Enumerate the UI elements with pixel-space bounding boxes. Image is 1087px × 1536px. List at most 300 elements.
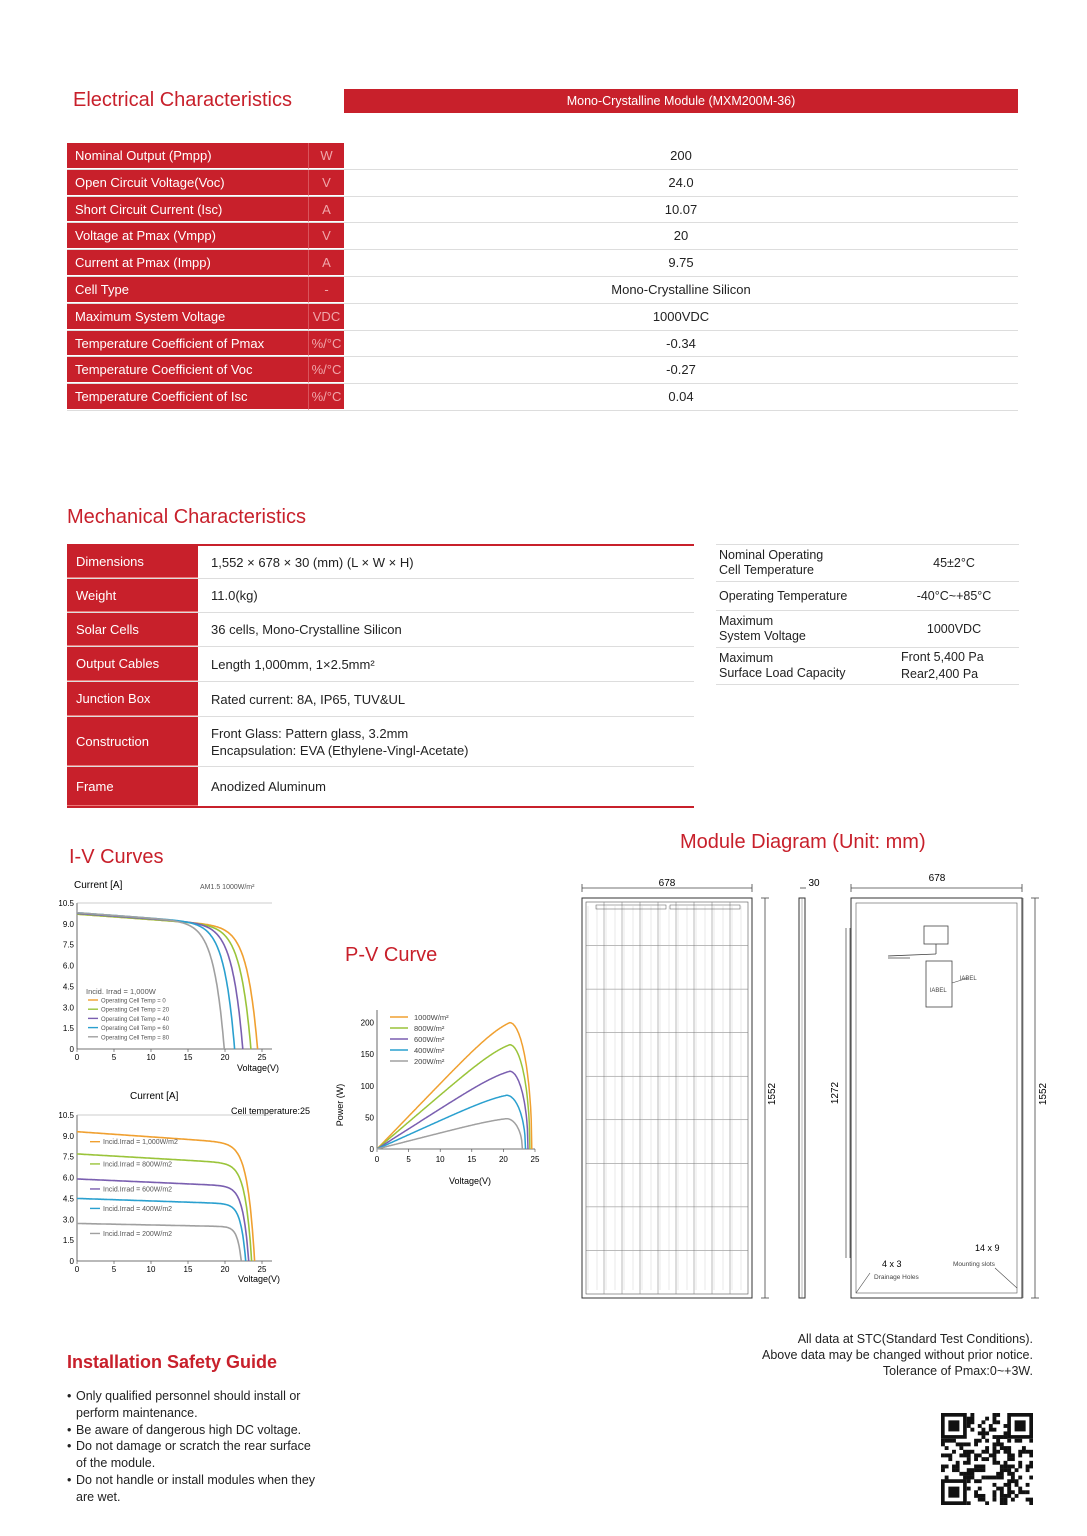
x-tick-label: 0 bbox=[74, 1265, 80, 1274]
row-unit: A bbox=[308, 250, 344, 276]
qr-module bbox=[993, 1490, 997, 1494]
qr-module bbox=[993, 1446, 997, 1450]
row-unit: - bbox=[308, 277, 344, 303]
qr-module bbox=[1004, 1431, 1008, 1435]
qr-module bbox=[941, 1468, 945, 1472]
row-label: Current at Pmax (Impp) bbox=[67, 250, 308, 276]
qr-module bbox=[967, 1442, 971, 1446]
mechanical-table bbox=[67, 544, 694, 808]
drainage-label: Drainage Holes bbox=[874, 1274, 919, 1281]
legend-label: 600W/m² bbox=[414, 1035, 445, 1044]
iv1-legend-title: Incid. Irrad = 1,000W bbox=[86, 987, 156, 996]
electrical-row bbox=[67, 357, 1018, 384]
iv-title: I-V Curves bbox=[69, 846, 164, 868]
y-tick-label: 6.0 bbox=[62, 961, 74, 971]
pv-legend bbox=[390, 1013, 449, 1066]
qr-module bbox=[959, 1446, 963, 1450]
guide-text: Do not handle or install modules when they bbox=[76, 1472, 316, 1487]
row-label: Open Circuit Voltage(Voc) bbox=[67, 170, 308, 196]
row-label: Cell Type bbox=[67, 277, 308, 303]
electrical-row bbox=[67, 250, 1018, 277]
qr-module bbox=[967, 1461, 971, 1465]
pv-chart bbox=[330, 1005, 550, 1190]
side-key bbox=[716, 651, 889, 681]
qr-module bbox=[963, 1461, 967, 1465]
x-tick-label: 10 bbox=[435, 1155, 445, 1164]
legend-label: Incid.Irrad = 1,000W/m2 bbox=[103, 1139, 178, 1147]
side-row bbox=[716, 610, 1019, 647]
qr-module bbox=[978, 1487, 982, 1491]
row-label: Frame bbox=[67, 767, 198, 806]
qr-module bbox=[948, 1457, 952, 1461]
qr-module bbox=[993, 1428, 997, 1432]
electrical-row bbox=[67, 384, 1018, 411]
qr-module bbox=[1011, 1453, 1015, 1457]
qr-module bbox=[1007, 1490, 1011, 1494]
iv2-xticks bbox=[75, 1261, 267, 1274]
x-tick-label: 25 bbox=[530, 1155, 540, 1164]
electrical-table bbox=[67, 143, 1018, 411]
qr-module bbox=[967, 1424, 971, 1428]
qr-module bbox=[1026, 1483, 1030, 1487]
qr-module bbox=[1026, 1465, 1030, 1469]
pv-curve-line bbox=[377, 1119, 522, 1149]
legend-label: Operating Cell Temp = 0 bbox=[101, 998, 166, 1005]
x-tick-label: 0 bbox=[74, 1053, 80, 1062]
qr-module bbox=[1004, 1450, 1008, 1454]
side-value bbox=[889, 588, 1019, 605]
qr-module bbox=[1018, 1490, 1022, 1494]
qr-module bbox=[1000, 1472, 1004, 1476]
iv2-legend bbox=[90, 1139, 178, 1238]
qr-module bbox=[952, 1439, 956, 1443]
mechanical-row bbox=[67, 767, 694, 806]
qr-module bbox=[941, 1465, 945, 1469]
qr-module bbox=[1007, 1453, 1011, 1457]
pv-curve-line bbox=[377, 1095, 526, 1149]
qr-module bbox=[981, 1431, 985, 1435]
qr-module bbox=[996, 1439, 1000, 1443]
iv2-lines bbox=[77, 1132, 255, 1261]
x-tick-label: 10 bbox=[146, 1265, 156, 1274]
qr-module bbox=[967, 1468, 971, 1472]
legend-label: Operating Cell Temp = 80 bbox=[101, 1035, 170, 1042]
qr-module bbox=[981, 1428, 985, 1432]
row-unit: VDC bbox=[308, 304, 344, 330]
x-tick-label: 5 bbox=[111, 1053, 117, 1062]
qr-module bbox=[1018, 1453, 1022, 1457]
qr-module bbox=[1004, 1468, 1008, 1472]
qr-module bbox=[996, 1435, 1000, 1439]
y-tick-label: 10.5 bbox=[58, 1111, 74, 1120]
qr-module bbox=[1029, 1498, 1033, 1502]
side-key bbox=[716, 614, 889, 644]
row-value bbox=[198, 682, 694, 716]
qr-module bbox=[967, 1476, 971, 1480]
electrical-row bbox=[67, 223, 1018, 250]
qr-module bbox=[981, 1457, 985, 1461]
iv2-note: Cell temperature:25 bbox=[231, 1106, 311, 1116]
qr-module bbox=[1007, 1457, 1011, 1461]
row-value: 10.07 bbox=[344, 197, 1018, 223]
qr-module bbox=[963, 1476, 967, 1480]
y-tick-label: 9.0 bbox=[62, 1131, 74, 1141]
y-tick-label: 0 bbox=[69, 1045, 74, 1054]
qr-module bbox=[996, 1413, 1000, 1417]
row-value: 200 bbox=[344, 143, 1018, 169]
qr-module bbox=[1004, 1483, 1008, 1487]
row-unit: V bbox=[308, 223, 344, 249]
y-tick-label: 7.5 bbox=[62, 1152, 74, 1162]
x-tick-label: 20 bbox=[498, 1155, 508, 1164]
qr-module bbox=[993, 1420, 997, 1424]
qr-module bbox=[1000, 1487, 1004, 1491]
qr-module bbox=[1000, 1442, 1004, 1446]
qr-module bbox=[978, 1453, 982, 1457]
qr-module bbox=[974, 1453, 978, 1457]
row-value-line: Front Glass: Pattern glass, 3.2mm bbox=[211, 725, 409, 741]
bullet-icon: • bbox=[67, 1422, 72, 1437]
qr-module bbox=[985, 1501, 989, 1505]
qr-module bbox=[981, 1435, 985, 1439]
row-label: Voltage at Pmax (Vmpp) bbox=[67, 223, 308, 249]
qr-module bbox=[1015, 1483, 1019, 1487]
qr-module bbox=[993, 1476, 997, 1480]
mechanical-row bbox=[67, 647, 694, 682]
y-tick-label: 0 bbox=[69, 1257, 74, 1266]
qr-module bbox=[1018, 1450, 1022, 1454]
qr-module bbox=[956, 1461, 960, 1465]
qr-module bbox=[993, 1498, 997, 1502]
row-label: Weight bbox=[67, 579, 198, 612]
qr-module bbox=[1015, 1494, 1019, 1498]
row-unit: W bbox=[308, 143, 344, 169]
note-line: Above data may be changed without prior notice. bbox=[761, 1348, 1033, 1362]
mechanical-title: Mechanical Characteristics bbox=[67, 506, 306, 528]
iv2-xlabel: Voltage(V) bbox=[238, 1274, 281, 1284]
qr-module bbox=[989, 1424, 993, 1428]
row-value-line: Encapsulation: EVA (Ethylene-Vingl-Acetate) bbox=[211, 742, 469, 758]
qr-module bbox=[981, 1468, 985, 1472]
qr-module bbox=[989, 1428, 993, 1432]
qr-module bbox=[978, 1424, 982, 1428]
qr-module bbox=[1011, 1490, 1015, 1494]
side-key bbox=[716, 589, 889, 604]
qr-module bbox=[996, 1442, 1000, 1446]
x-tick-label: 25 bbox=[257, 1053, 267, 1062]
row-unit: %/°C bbox=[308, 331, 344, 357]
qr-module bbox=[978, 1439, 982, 1443]
qr-module bbox=[1018, 1476, 1022, 1480]
qr-module bbox=[985, 1450, 989, 1454]
legend-label: Incid.Irrad = 800W/m2 bbox=[103, 1161, 173, 1169]
qr-module bbox=[1007, 1450, 1011, 1454]
row-value-line: 1,552 × 678 × 30 (mm) (L × W × H) bbox=[211, 554, 414, 570]
row-value: 20 bbox=[344, 223, 1018, 249]
label-small: lABEL bbox=[960, 976, 977, 982]
row-label: Junction Box bbox=[67, 682, 198, 716]
qr-module bbox=[967, 1453, 971, 1457]
qr-module bbox=[1000, 1476, 1004, 1480]
qr-module bbox=[959, 1472, 963, 1476]
side-key-line: Surface Load Capacity bbox=[719, 666, 846, 680]
qr-module bbox=[967, 1450, 971, 1454]
pv-xticks bbox=[375, 1149, 540, 1164]
qr-module bbox=[1000, 1494, 1004, 1498]
guide-text: Do not damage or scratch the rear surface bbox=[76, 1439, 311, 1454]
side-key-line: System Voltage bbox=[719, 629, 806, 643]
notes bbox=[762, 1331, 1033, 1379]
y-tick-label: 100 bbox=[360, 1081, 374, 1091]
guide-line bbox=[67, 1422, 315, 1439]
qr-module bbox=[967, 1420, 971, 1424]
qr-module bbox=[956, 1468, 960, 1472]
qr-module bbox=[993, 1413, 997, 1417]
qr-code bbox=[941, 1413, 1033, 1505]
guide-line bbox=[67, 1455, 315, 1472]
y-tick-label: 3.0 bbox=[62, 1215, 74, 1225]
qr-module bbox=[967, 1457, 971, 1461]
electrical-row bbox=[67, 143, 1018, 170]
row-value-line: Anodized Aluminum bbox=[211, 779, 326, 794]
qr-module bbox=[956, 1442, 960, 1446]
qr-module bbox=[1011, 1476, 1015, 1480]
front-cell-grid bbox=[586, 902, 748, 1294]
iv-curve-line bbox=[77, 1224, 241, 1262]
legend-label: Incid.Irrad = 400W/m2 bbox=[103, 1205, 173, 1213]
x-tick-label: 15 bbox=[183, 1053, 193, 1062]
qr-module bbox=[967, 1501, 971, 1505]
qr-module bbox=[981, 1420, 985, 1424]
y-tick-label: 1.5 bbox=[62, 1236, 74, 1246]
guide-line bbox=[67, 1489, 315, 1506]
qr-module bbox=[1004, 1501, 1008, 1505]
qr-module bbox=[1000, 1490, 1004, 1494]
row-label: Temperature Coefficient of Voc bbox=[67, 357, 308, 383]
side-height-label: 1272 bbox=[830, 1081, 841, 1105]
qr-module bbox=[978, 1498, 982, 1502]
side-value-line: 1000VDC bbox=[926, 621, 982, 636]
qr-module bbox=[948, 1439, 952, 1443]
x-tick-label: 5 bbox=[111, 1265, 117, 1274]
front-view bbox=[582, 878, 778, 1298]
row-value: 24.0 bbox=[344, 170, 1018, 196]
qr-module bbox=[1022, 1490, 1026, 1494]
qr-module bbox=[970, 1417, 974, 1421]
legend-label: 400W/m² bbox=[414, 1046, 445, 1055]
back-height-label: 1552 bbox=[1038, 1082, 1049, 1106]
pv-xlabel: Voltage(V) bbox=[448, 1176, 492, 1186]
legend-label: Incid.Irrad = 600W/m2 bbox=[103, 1186, 173, 1194]
qr-module bbox=[978, 1494, 982, 1498]
qr-module bbox=[970, 1413, 974, 1417]
qr-module bbox=[981, 1450, 985, 1454]
qr-module bbox=[974, 1494, 978, 1498]
row-unit: %/°C bbox=[308, 384, 344, 410]
qr-module bbox=[1018, 1465, 1022, 1469]
qr-module bbox=[993, 1453, 997, 1457]
qr-finder bbox=[948, 1420, 959, 1431]
qr-module bbox=[981, 1465, 985, 1469]
guide-text: are wet. bbox=[76, 1489, 121, 1504]
electrical-row bbox=[67, 277, 1018, 304]
qr-module bbox=[945, 1439, 949, 1443]
qr-module bbox=[1015, 1479, 1019, 1483]
mechanical-row bbox=[67, 546, 694, 579]
qr-module bbox=[1004, 1446, 1008, 1450]
row-label: Dimensions bbox=[67, 546, 198, 578]
qr-module bbox=[948, 1453, 952, 1457]
iv1-legend bbox=[88, 999, 170, 1042]
qr-module bbox=[974, 1479, 978, 1483]
qr-module bbox=[981, 1498, 985, 1502]
qr-module bbox=[1029, 1501, 1033, 1505]
qr-module bbox=[1029, 1450, 1033, 1454]
pv-curve-line bbox=[377, 1071, 528, 1149]
qr-module bbox=[1029, 1461, 1033, 1465]
x-tick-label: 10 bbox=[146, 1053, 156, 1062]
guide-text: perform maintenance. bbox=[76, 1405, 198, 1420]
bus-bar bbox=[596, 905, 666, 909]
qr-module bbox=[993, 1435, 997, 1439]
x-tick-label: 0 bbox=[374, 1155, 380, 1164]
row-value-line: 36 cells, Mono-Crystalline Silicon bbox=[211, 622, 402, 637]
qr-module bbox=[996, 1420, 1000, 1424]
qr-module bbox=[1026, 1468, 1030, 1472]
side-value-line: Rear2,400 Pa bbox=[901, 667, 979, 681]
qr-module bbox=[1000, 1468, 1004, 1472]
qr-module bbox=[985, 1417, 989, 1421]
qr-module bbox=[970, 1428, 974, 1432]
back-width-label: 678 bbox=[928, 873, 946, 884]
qr-module bbox=[967, 1479, 971, 1483]
side-value bbox=[889, 555, 1019, 572]
qr-module bbox=[1000, 1446, 1004, 1450]
qr-module bbox=[985, 1446, 989, 1450]
x-tick-label: 20 bbox=[220, 1053, 230, 1062]
row-label: Solar Cells bbox=[67, 613, 198, 646]
qr-module bbox=[1004, 1465, 1008, 1469]
qr-module bbox=[1007, 1465, 1011, 1469]
qr-module bbox=[978, 1465, 982, 1469]
row-unit: V bbox=[308, 170, 344, 196]
x-tick-label: 15 bbox=[467, 1155, 477, 1164]
legend-label: 1000W/m² bbox=[414, 1013, 449, 1022]
qr-module bbox=[956, 1465, 960, 1469]
qr-module bbox=[1000, 1465, 1004, 1469]
side-row bbox=[716, 581, 1019, 610]
qr-module bbox=[970, 1420, 974, 1424]
qr-module bbox=[1007, 1472, 1011, 1476]
qr-module bbox=[970, 1450, 974, 1454]
qr-module bbox=[945, 1465, 949, 1469]
x-tick-label: 15 bbox=[183, 1265, 193, 1274]
bullet-icon: • bbox=[67, 1439, 72, 1454]
iv1-yticks bbox=[58, 899, 74, 1054]
note-line: All data at STC(Standard Test Conditions). bbox=[797, 1332, 1033, 1346]
electrical-row bbox=[67, 331, 1018, 358]
qr-module bbox=[978, 1468, 982, 1472]
electrical-row bbox=[67, 197, 1018, 224]
qr-module bbox=[1007, 1487, 1011, 1491]
row-label: Temperature Coefficient of Isc bbox=[67, 384, 308, 410]
qr-module bbox=[996, 1476, 1000, 1480]
qr-module bbox=[981, 1476, 985, 1480]
qr-module bbox=[963, 1453, 967, 1457]
guide-text: Only qualified personnel should install or bbox=[76, 1389, 301, 1403]
bullet-icon: • bbox=[67, 1389, 72, 1403]
electrical-row bbox=[67, 170, 1018, 197]
mechanical-row bbox=[67, 717, 694, 767]
y-tick-label: 150 bbox=[360, 1050, 374, 1060]
qr-module bbox=[1011, 1465, 1015, 1469]
qr-module bbox=[967, 1472, 971, 1476]
qr-module bbox=[967, 1417, 971, 1421]
qr-module bbox=[1026, 1498, 1030, 1502]
qr-module bbox=[1022, 1450, 1026, 1454]
side-value bbox=[889, 621, 1019, 638]
row-label: Nominal Output (Pmpp) bbox=[67, 143, 308, 169]
side-key-line: Cell Temperature bbox=[719, 563, 814, 577]
guide-list bbox=[67, 1388, 315, 1506]
front-width-label: 678 bbox=[658, 878, 676, 889]
qr-module bbox=[1018, 1487, 1022, 1491]
qr-module bbox=[1004, 1461, 1008, 1465]
qr-module bbox=[1011, 1479, 1015, 1483]
qr-module bbox=[941, 1453, 945, 1457]
qr-module bbox=[993, 1483, 997, 1487]
qr-module bbox=[985, 1476, 989, 1480]
row-value: 0.04 bbox=[344, 384, 1018, 410]
qr-module bbox=[963, 1442, 967, 1446]
qr-module bbox=[978, 1431, 982, 1435]
row-unit: A bbox=[308, 197, 344, 223]
side-key-line: Nominal Operating bbox=[719, 548, 824, 562]
qr-module bbox=[970, 1472, 974, 1476]
row-value: -0.34 bbox=[344, 331, 1018, 357]
row-value-line: 11.0(kg) bbox=[211, 588, 258, 603]
side-value bbox=[889, 649, 1019, 683]
qr-module bbox=[1018, 1439, 1022, 1443]
y-tick-label: 6.0 bbox=[62, 1173, 74, 1183]
side-depth-label: 30 bbox=[808, 878, 820, 889]
qr-module bbox=[1011, 1472, 1015, 1476]
row-label: Maximum System Voltage bbox=[67, 304, 308, 330]
mechanical-row bbox=[67, 579, 694, 613]
qr-module bbox=[985, 1431, 989, 1435]
y-tick-label: 4.5 bbox=[62, 982, 74, 992]
qr-module bbox=[1007, 1439, 1011, 1443]
qr-module bbox=[1026, 1450, 1030, 1454]
qr-module bbox=[1004, 1424, 1008, 1428]
mechanical-row bbox=[67, 613, 694, 647]
row-unit: %/°C bbox=[308, 357, 344, 383]
pv-ylabel: Power (W) bbox=[335, 1083, 345, 1127]
qr-module bbox=[974, 1490, 978, 1494]
qr-module bbox=[1029, 1439, 1033, 1443]
qr-module bbox=[993, 1442, 997, 1446]
module-diagram bbox=[570, 868, 1050, 1308]
side-key-line: Operating Temperature bbox=[719, 588, 848, 603]
qr-module bbox=[1007, 1483, 1011, 1487]
qr-module bbox=[1018, 1461, 1022, 1465]
mounting-count: 14 x 9 bbox=[975, 1243, 1000, 1253]
qr-module bbox=[952, 1465, 956, 1469]
legend-label: 200W/m² bbox=[414, 1057, 445, 1066]
qr-module bbox=[974, 1465, 978, 1469]
legend-label: Incid.Irrad = 200W/m2 bbox=[103, 1230, 173, 1238]
drainage-count: 4 x 3 bbox=[882, 1259, 902, 1269]
